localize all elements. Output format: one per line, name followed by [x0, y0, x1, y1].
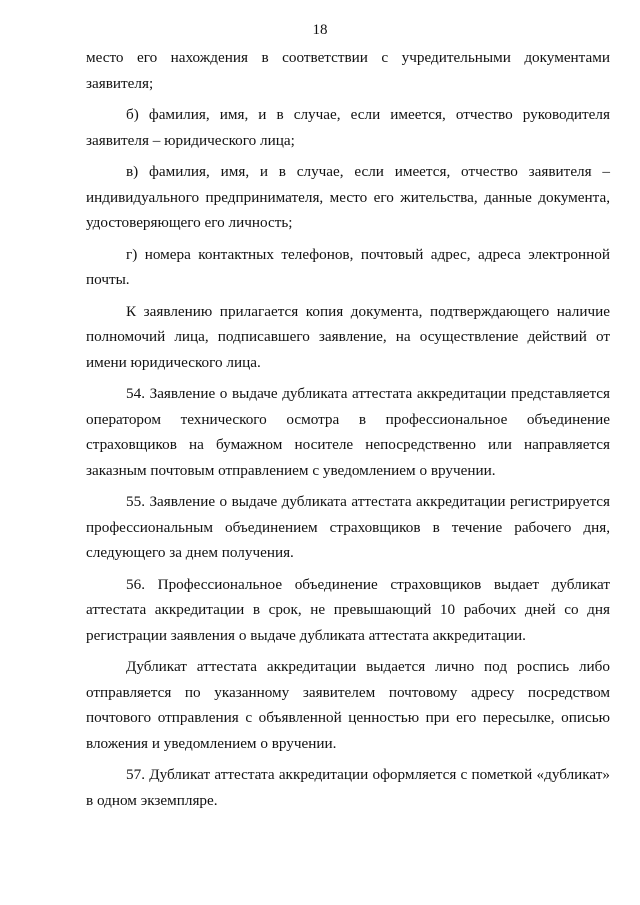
paragraph-attachment: К заявлению прилагается копия документа, подтверждающего наличие полномочий лица, подписавшего заявление, на осуществление действий от имени юридического лица. — [86, 302, 610, 371]
paragraph-duplicate-delivery: Дубликат аттестата аккредитации выдается лично под роспись либо отправляется по указанному заявителем почтовому адресу посредством почтового отправления с объявленной ценностью при его пересылке, описью вложения и уведомлением о вручении. — [86, 658, 610, 752]
paragraph-item-g: г) номера контактных телефонов, почтовый адрес, адреса электронной почты. — [86, 245, 610, 288]
paragraph-56: 56. Профессиональное объединение страховщиков выдает дубликат аттестата аккредитации в срок, не превышающий 10 рабочих дней со дня регистрации заявления о выдаче дубликата аттестата аккредитации. — [86, 575, 610, 644]
paragraph-55: 55. Заявление о выдаче дубликата аттестата аккредитации регистрируется профессиональным объединением страховщиков в течение рабочего дня, следующего за днем получения. — [86, 493, 610, 561]
paragraph-item-b: б) фамилия, имя, и в случае, если имеется, отчество руководителя заявителя – юридического лица; — [86, 106, 610, 149]
page-number: 18 — [312, 22, 328, 38]
paragraph-57: 57. Дубликат аттестата аккредитации оформляется с пометкой «дубликат» в одном экземпляре. — [86, 766, 610, 809]
paragraph-item-v: в) фамилия, имя, и в случае, если имеется, отчество заявителя – индивидуального предпринимателя, место его жительства, данные документа, удостоверяющего его личность; — [86, 163, 610, 231]
paragraph-54: 54. Заявление о выдаче дубликата аттестата аккредитации представляется оператором технического осмотра в профессиональное объединение страховщиков на бумажном носителе непосредственно или направляется заказным почтовым отправлением с уведомлением о вручении. — [86, 385, 610, 479]
document-body — [86, 45, 610, 819]
paragraph-continuation: место его нахождения в соответствии с учредительными документами заявителя; — [86, 49, 610, 92]
